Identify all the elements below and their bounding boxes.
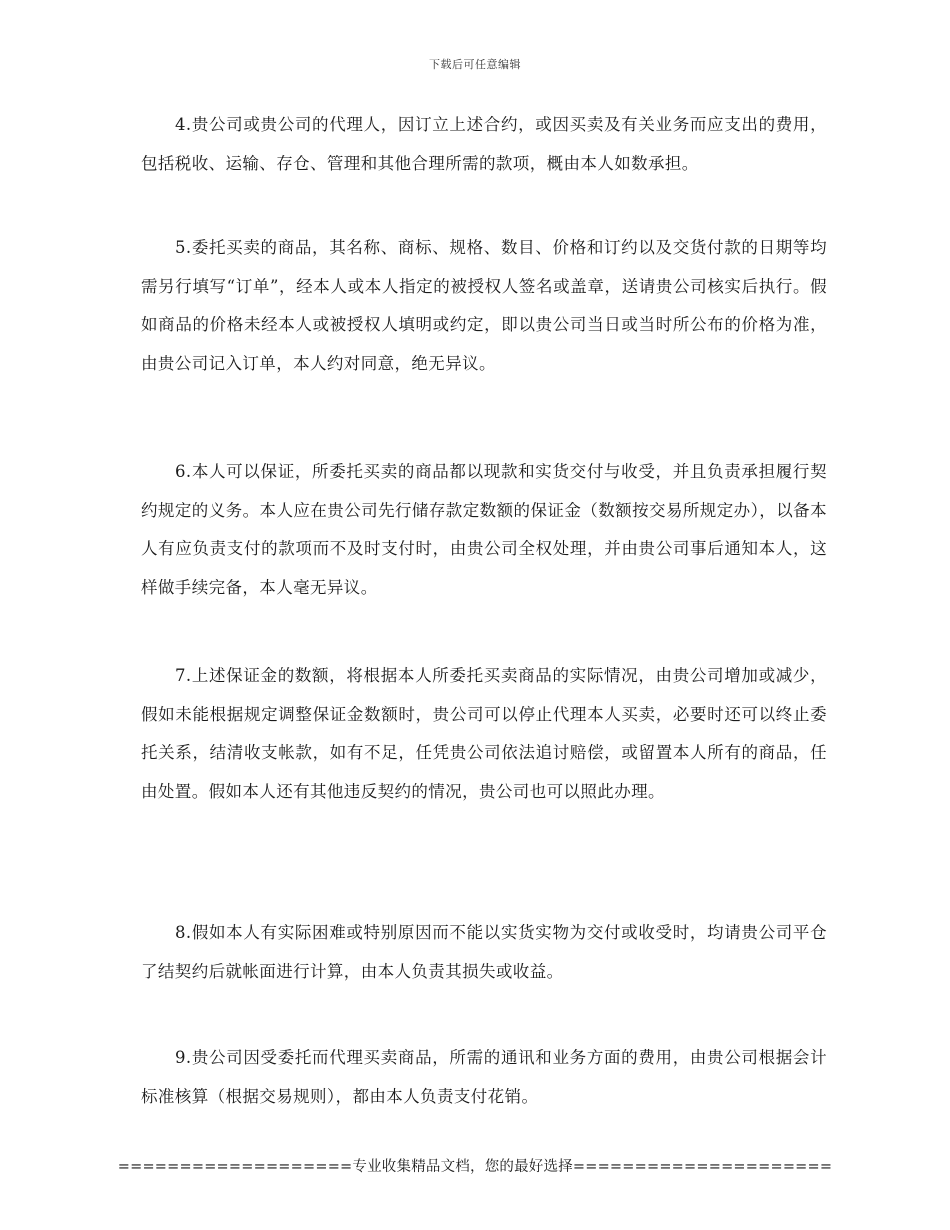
clause-4-paragraph: 4.贵公司或贵公司的代理人，因订立上述合约，或因买卖及有关业务而应支出的费用，包括税收、运输、存仓、管理和其他合理所需的款项，概由本人如数承担。 [141, 115, 827, 173]
clause-8-paragraph: 8.假如本人有实际困难或特别原因而不能以实货实物为交付或收受时，均请贵公司平仓了结契约后就帐面进行计算，由本人负责其损失或收益。 [141, 923, 827, 981]
clause-6-paragraph: 6.本人可以保证，所委托买卖的商品都以现款和实货交付与收受，并且负责承担履行契约规定的义务。本人应在贵公司先行储存款定数额的保证金（数额按交易所规定办），以备本人有应负责支付的款项而不及时支付时，由贵公司全权处理，并由贵公司事后通知本人，这样做手续完备，本人毫无异议。 [141, 462, 827, 597]
clause-9-paragraph: 9.贵公司因受委托而代理买卖商品，所需的通讯和业务方面的费用，由贵公司根据会计标准核算（根据交易规则），都由本人负责支付花销。 [141, 1048, 827, 1106]
page-footer: ===================专业收集精品文档，您的最好选择===================== [117, 1159, 833, 1175]
clause-7-paragraph: 7.上述保证金的数额，将根据本人所委托买卖商品的实际情况，由贵公司增加或减少，假如未能根据规定调整保证金数额时，贵公司可以停止代理本人买卖，必要时还可以终止委托关系，结清收支帐款，如有不足，任凭贵公司依法追讨赔偿，或留置本人所有的商品，任由处置。假如本人还有其他违反契约的情况，贵公司也可以照此办理。 [141, 666, 827, 801]
page-header: 下载后可任意编辑 [429, 58, 521, 71]
clause-5-paragraph: 5.委托买卖的商品，其名称、商标、规格、数目、价格和订约以及交货付款的日期等均需另行填写“订单”，经本人或本人指定的被授权人签名或盖章，送请贵公司核实后执行。假如商品的价格未经本人或被授权人填明或约定，即以贵公司当日或当时所公布的价格为准，由贵公司记入订单，本人约对同意，绝无异议。 [141, 238, 827, 373]
